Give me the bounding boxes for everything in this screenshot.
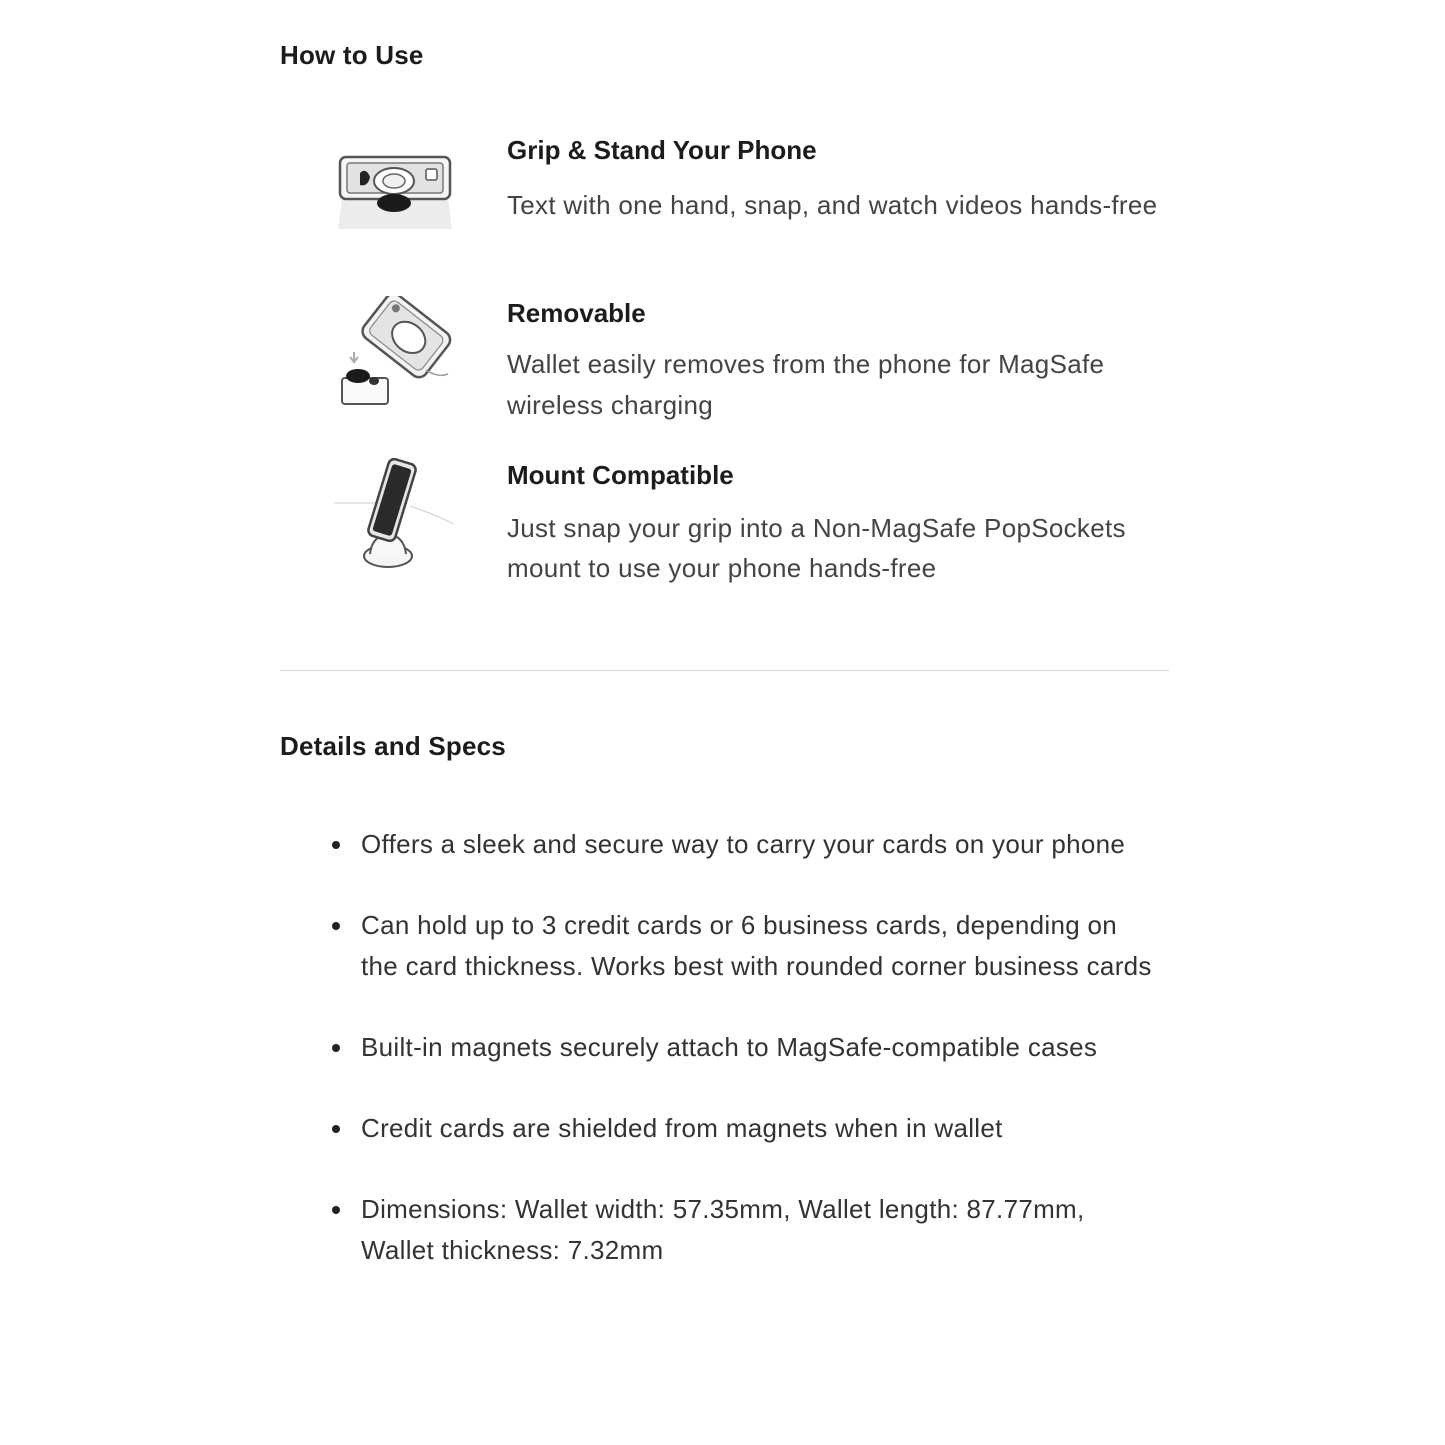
wallet-removable-icon [330,296,460,426]
specs-list [330,824,1160,1311]
feature-description: Text with one hand, snap, and watch videos hands-free [507,190,1158,220]
feature-description: Wallet easily removes from the phone for MagSafe wireless charging [507,349,1105,420]
phone-grip-stand-icon [330,133,460,263]
details-specs-heading: Details and Specs [280,731,506,761]
bullet-icon [332,841,340,849]
list-item [330,1189,1160,1271]
list-item [330,905,1160,987]
spec-text: Credit cards are shielded from magnets when in wallet [361,1113,1003,1143]
bullet-icon [332,1206,340,1214]
feature-title: Grip & Stand Your Phone [507,135,817,165]
feature-title: Removable [507,298,646,328]
mount-compatible-icon [330,458,460,588]
feature-description: Just snap your grip into a Non-MagSafe PopSockets mount to use your phone hands-free [507,513,1126,583]
spec-text: Offers a sleek and secure way to carry your cards on your phone [361,829,1126,859]
spec-text: Built-in magnets securely attach to MagSafe-compatible cases [361,1032,1098,1062]
list-item [330,1108,1160,1149]
spec-text: Can hold up to 3 credit cards or 6 business cards, depending on the card thickness. Works best with rounded corner business cards [361,910,1152,981]
bullet-icon [332,1044,340,1052]
feature-title: Mount Compatible [507,460,734,490]
list-item [330,1027,1160,1068]
how-to-use-heading: How to Use [280,40,424,70]
bullet-icon [332,1125,340,1133]
section-divider [280,670,1169,671]
spec-text: Dimensions: Wallet width: 57.35mm, Wallet length: 87.77mm, Wallet thickness: 7.32mm [361,1194,1085,1265]
bullet-icon [332,922,340,930]
list-item [330,824,1160,865]
